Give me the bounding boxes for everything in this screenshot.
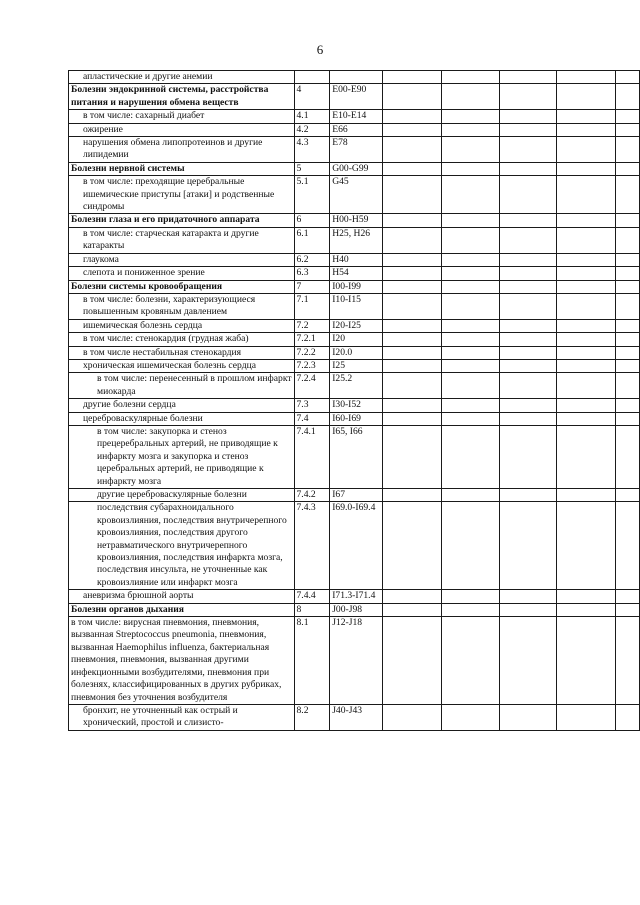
table-row bbox=[69, 280, 640, 293]
empty-value-cell bbox=[500, 227, 557, 253]
row-number-cell: 7 bbox=[294, 280, 330, 293]
table-row bbox=[69, 253, 640, 266]
disease-name-cell: глаукома bbox=[69, 253, 295, 266]
empty-value-cell bbox=[500, 253, 557, 266]
empty-value-cell bbox=[556, 176, 615, 214]
icd-code-cell: H54 bbox=[330, 267, 382, 280]
icd-code-cell: H00-H59 bbox=[330, 214, 382, 227]
table-row bbox=[69, 373, 640, 399]
icd-code-cell: I30-I52 bbox=[330, 399, 382, 412]
empty-value-cell bbox=[616, 412, 640, 425]
empty-value-cell bbox=[556, 373, 615, 399]
empty-value-cell bbox=[616, 603, 640, 616]
empty-value-cell bbox=[441, 137, 499, 163]
empty-value-cell bbox=[382, 110, 441, 123]
empty-value-cell bbox=[441, 502, 499, 590]
table-row bbox=[69, 137, 640, 163]
row-number-cell: 4.1 bbox=[294, 110, 330, 123]
table-row bbox=[69, 227, 640, 253]
row-number-cell: 7.2.1 bbox=[294, 333, 330, 346]
empty-value-cell bbox=[441, 425, 499, 488]
empty-value-cell bbox=[382, 293, 441, 319]
empty-value-cell bbox=[382, 84, 441, 110]
disease-name-cell: в том числе: стенокардия (грудная жаба) bbox=[69, 333, 295, 346]
table-row bbox=[69, 267, 640, 280]
empty-value-cell bbox=[382, 123, 441, 136]
icd-code-cell: E00-E90 bbox=[330, 84, 382, 110]
row-number-cell: 7.3 bbox=[294, 399, 330, 412]
empty-value-cell bbox=[616, 137, 640, 163]
disease-name-cell: нарушения обмена липопротеинов и другие липидемии bbox=[69, 137, 295, 163]
empty-value-cell bbox=[556, 214, 615, 227]
row-number-cell: 4.2 bbox=[294, 123, 330, 136]
empty-value-cell bbox=[441, 227, 499, 253]
disease-name-cell: слепота и пониженное зрение bbox=[69, 267, 295, 280]
row-number-cell: 7.4 bbox=[294, 412, 330, 425]
empty-value-cell bbox=[382, 214, 441, 227]
empty-value-cell bbox=[500, 123, 557, 136]
row-number-cell: 7.2.3 bbox=[294, 359, 330, 372]
icd-code-cell: E10-E14 bbox=[330, 110, 382, 123]
disease-name-cell: в том числе: болезни, характеризующиеся повышенным кровяным давлением bbox=[69, 293, 295, 319]
table-row bbox=[69, 704, 640, 730]
table-row bbox=[69, 502, 640, 590]
empty-value-cell bbox=[616, 84, 640, 110]
row-number-cell: 8.1 bbox=[294, 617, 330, 705]
table-row bbox=[69, 84, 640, 110]
icd-code-cell: I20 bbox=[330, 333, 382, 346]
empty-value-cell bbox=[616, 123, 640, 136]
icd-code-cell: I69.0-I69.4 bbox=[330, 502, 382, 590]
empty-value-cell bbox=[500, 110, 557, 123]
empty-value-cell bbox=[382, 489, 441, 502]
empty-value-cell bbox=[616, 489, 640, 502]
empty-value-cell bbox=[616, 333, 640, 346]
empty-value-cell bbox=[500, 176, 557, 214]
empty-value-cell bbox=[441, 346, 499, 359]
empty-value-cell bbox=[616, 502, 640, 590]
icd-code-cell bbox=[330, 71, 382, 84]
empty-value-cell bbox=[441, 123, 499, 136]
disease-name-cell: в том числе: преходящие церебральные ишемические приступы [атаки] и родственные синдромы bbox=[69, 176, 295, 214]
empty-value-cell bbox=[382, 267, 441, 280]
empty-value-cell bbox=[616, 253, 640, 266]
row-number-cell: 7.4.3 bbox=[294, 502, 330, 590]
icd-code-cell: I00-I99 bbox=[330, 280, 382, 293]
empty-value-cell bbox=[441, 71, 499, 84]
table-row bbox=[69, 333, 640, 346]
disease-name-cell: в том числе: сахарный диабет bbox=[69, 110, 295, 123]
icd-code-cell: E78 bbox=[330, 137, 382, 163]
table-row bbox=[69, 359, 640, 372]
empty-value-cell bbox=[500, 603, 557, 616]
empty-value-cell bbox=[616, 346, 640, 359]
empty-value-cell bbox=[556, 71, 615, 84]
icd-code-cell: J00-J98 bbox=[330, 603, 382, 616]
icd-code-cell: I20.0 bbox=[330, 346, 382, 359]
empty-value-cell bbox=[616, 267, 640, 280]
empty-value-cell bbox=[382, 704, 441, 730]
empty-value-cell bbox=[382, 425, 441, 488]
disease-name-cell: Болезни эндокринной системы, расстройства питания и нарушения обмена веществ bbox=[69, 84, 295, 110]
disease-name-cell: ожирение bbox=[69, 123, 295, 136]
empty-value-cell bbox=[441, 704, 499, 730]
row-number-cell: 5.1 bbox=[294, 176, 330, 214]
disease-name-cell: другие болезни сердца bbox=[69, 399, 295, 412]
disease-name-cell: бронхит, не уточненный как острый и хронический, простой и слизисто- bbox=[69, 704, 295, 730]
empty-value-cell bbox=[500, 617, 557, 705]
empty-value-cell bbox=[556, 502, 615, 590]
empty-value-cell bbox=[441, 176, 499, 214]
icd-code-cell: I65, I66 bbox=[330, 425, 382, 488]
empty-value-cell bbox=[616, 214, 640, 227]
empty-value-cell bbox=[382, 319, 441, 332]
row-number-cell: 7.2.4 bbox=[294, 373, 330, 399]
empty-value-cell bbox=[500, 399, 557, 412]
empty-value-cell bbox=[556, 489, 615, 502]
row-number-cell: 7.2 bbox=[294, 319, 330, 332]
icd-code-cell: I25 bbox=[330, 359, 382, 372]
empty-value-cell bbox=[500, 333, 557, 346]
empty-value-cell bbox=[441, 489, 499, 502]
row-number-cell: 8 bbox=[294, 603, 330, 616]
empty-value-cell bbox=[616, 110, 640, 123]
empty-value-cell bbox=[382, 227, 441, 253]
empty-value-cell bbox=[556, 267, 615, 280]
disease-name-cell: аневризма брюшной аорты bbox=[69, 590, 295, 603]
empty-value-cell bbox=[500, 412, 557, 425]
row-number-cell: 7.1 bbox=[294, 293, 330, 319]
empty-value-cell bbox=[441, 293, 499, 319]
disease-table-body bbox=[69, 71, 640, 731]
empty-value-cell bbox=[500, 214, 557, 227]
empty-value-cell bbox=[556, 319, 615, 332]
empty-value-cell bbox=[441, 214, 499, 227]
empty-value-cell bbox=[556, 346, 615, 359]
disease-name-cell: в том числе: закупорка и стеноз прецеребральных артерий, не приводящие к инфаркту мозга и закупорка и стеноз церебральных артерий, не приводящие к инфаркту мозга bbox=[69, 425, 295, 488]
row-number-cell: 6 bbox=[294, 214, 330, 227]
row-number-cell: 7.4.4 bbox=[294, 590, 330, 603]
empty-value-cell bbox=[382, 162, 441, 175]
empty-value-cell bbox=[500, 280, 557, 293]
empty-value-cell bbox=[616, 319, 640, 332]
empty-value-cell bbox=[616, 704, 640, 730]
disease-name-cell: Болезни органов дыхания bbox=[69, 603, 295, 616]
empty-value-cell bbox=[500, 71, 557, 84]
empty-value-cell bbox=[441, 603, 499, 616]
empty-value-cell bbox=[382, 590, 441, 603]
row-number-cell: 6.2 bbox=[294, 253, 330, 266]
empty-value-cell bbox=[616, 71, 640, 84]
empty-value-cell bbox=[616, 227, 640, 253]
empty-value-cell bbox=[441, 280, 499, 293]
empty-value-cell bbox=[500, 84, 557, 110]
icd-code-cell: G00-G99 bbox=[330, 162, 382, 175]
icd-code-cell: I71.3-I71.4 bbox=[330, 590, 382, 603]
empty-value-cell bbox=[500, 346, 557, 359]
table-row bbox=[69, 590, 640, 603]
empty-value-cell bbox=[441, 412, 499, 425]
empty-value-cell bbox=[500, 267, 557, 280]
empty-value-cell bbox=[382, 603, 441, 616]
icd-code-cell: I60-I69 bbox=[330, 412, 382, 425]
empty-value-cell bbox=[382, 359, 441, 372]
table-row bbox=[69, 319, 640, 332]
empty-value-cell bbox=[556, 704, 615, 730]
empty-value-cell bbox=[556, 137, 615, 163]
empty-value-cell bbox=[441, 319, 499, 332]
icd-code-cell: I20-I25 bbox=[330, 319, 382, 332]
table-row bbox=[69, 110, 640, 123]
icd-code-cell: E66 bbox=[330, 123, 382, 136]
empty-value-cell bbox=[556, 399, 615, 412]
empty-value-cell bbox=[441, 253, 499, 266]
disease-name-cell: Болезни глаза и его придаточного аппарата bbox=[69, 214, 295, 227]
empty-value-cell bbox=[382, 373, 441, 399]
empty-value-cell bbox=[382, 617, 441, 705]
empty-value-cell bbox=[382, 280, 441, 293]
row-number-cell: 6.1 bbox=[294, 227, 330, 253]
empty-value-cell bbox=[556, 590, 615, 603]
empty-value-cell bbox=[616, 359, 640, 372]
row-number-cell: 7.4.2 bbox=[294, 489, 330, 502]
icd-code-cell: I67 bbox=[330, 489, 382, 502]
empty-value-cell bbox=[556, 412, 615, 425]
empty-value-cell bbox=[500, 502, 557, 590]
empty-value-cell bbox=[616, 399, 640, 412]
empty-value-cell bbox=[616, 293, 640, 319]
disease-table bbox=[68, 70, 640, 731]
icd-code-cell: J12-J18 bbox=[330, 617, 382, 705]
table-row bbox=[69, 412, 640, 425]
table-row bbox=[69, 176, 640, 214]
empty-value-cell bbox=[556, 617, 615, 705]
disease-name-cell: в том числе: перенесенный в прошлом инфаркт миокарда bbox=[69, 373, 295, 399]
row-number-cell bbox=[294, 71, 330, 84]
empty-value-cell bbox=[556, 293, 615, 319]
row-number-cell: 4 bbox=[294, 84, 330, 110]
empty-value-cell bbox=[556, 227, 615, 253]
empty-value-cell bbox=[556, 123, 615, 136]
empty-value-cell bbox=[500, 425, 557, 488]
icd-code-cell: H40 bbox=[330, 253, 382, 266]
disease-name-cell: Болезни системы кровообращения bbox=[69, 280, 295, 293]
disease-name-cell: в том числе нестабильная стенокардия bbox=[69, 346, 295, 359]
empty-value-cell bbox=[500, 293, 557, 319]
disease-name-cell: ишемическая болезнь сердца bbox=[69, 319, 295, 332]
disease-name-cell: Болезни нервной системы bbox=[69, 162, 295, 175]
empty-value-cell bbox=[441, 359, 499, 372]
table-row bbox=[69, 162, 640, 175]
empty-value-cell bbox=[382, 137, 441, 163]
empty-value-cell bbox=[382, 176, 441, 214]
table-row bbox=[69, 214, 640, 227]
empty-value-cell bbox=[616, 373, 640, 399]
table-row bbox=[69, 603, 640, 616]
table-row bbox=[69, 399, 640, 412]
empty-value-cell bbox=[441, 110, 499, 123]
empty-value-cell bbox=[556, 162, 615, 175]
table-row bbox=[69, 346, 640, 359]
empty-value-cell bbox=[616, 425, 640, 488]
icd-code-cell: I25.2 bbox=[330, 373, 382, 399]
empty-value-cell bbox=[616, 280, 640, 293]
disease-name-cell: другие цереброваскулярные болезни bbox=[69, 489, 295, 502]
empty-value-cell bbox=[441, 590, 499, 603]
row-number-cell: 7.4.1 bbox=[294, 425, 330, 488]
empty-value-cell bbox=[556, 603, 615, 616]
disease-name-cell: хроническая ишемическая болезнь сердца bbox=[69, 359, 295, 372]
table-row bbox=[69, 617, 640, 705]
empty-value-cell bbox=[500, 359, 557, 372]
empty-value-cell bbox=[500, 137, 557, 163]
row-number-cell: 5 bbox=[294, 162, 330, 175]
disease-name-cell: апластические и другие анемии bbox=[69, 71, 295, 84]
empty-value-cell bbox=[441, 162, 499, 175]
empty-value-cell bbox=[616, 590, 640, 603]
empty-value-cell bbox=[556, 333, 615, 346]
empty-value-cell bbox=[556, 84, 615, 110]
empty-value-cell bbox=[441, 399, 499, 412]
icd-code-cell: I10-I15 bbox=[330, 293, 382, 319]
empty-value-cell bbox=[616, 162, 640, 175]
empty-value-cell bbox=[441, 373, 499, 399]
row-number-cell: 7.2.2 bbox=[294, 346, 330, 359]
empty-value-cell bbox=[500, 373, 557, 399]
empty-value-cell bbox=[500, 489, 557, 502]
table-row bbox=[69, 293, 640, 319]
icd-code-cell: G45 bbox=[330, 176, 382, 214]
empty-value-cell bbox=[556, 425, 615, 488]
icd-code-cell: H25, H26 bbox=[330, 227, 382, 253]
page-number: 6 bbox=[316, 42, 324, 57]
table-row bbox=[69, 123, 640, 136]
disease-name-cell: цереброваскулярные болезни bbox=[69, 412, 295, 425]
empty-value-cell bbox=[382, 71, 441, 84]
disease-name-cell: последствия субарахноидального кровоизлияния, последствия внутричерепного кровоизлияния, последствия другого нетравматического внутричерепного кровоизлияния, последствия инфаркта мозга, последствия инсульта, не уточненные как кровоизлияние или инфаркт мозга bbox=[69, 502, 295, 590]
empty-value-cell bbox=[382, 333, 441, 346]
empty-value-cell bbox=[616, 176, 640, 214]
empty-value-cell bbox=[500, 319, 557, 332]
row-number-cell: 6.3 bbox=[294, 267, 330, 280]
empty-value-cell bbox=[382, 502, 441, 590]
empty-value-cell bbox=[556, 280, 615, 293]
table-row bbox=[69, 489, 640, 502]
empty-value-cell bbox=[441, 617, 499, 705]
empty-value-cell bbox=[556, 359, 615, 372]
empty-value-cell bbox=[382, 253, 441, 266]
empty-value-cell bbox=[382, 399, 441, 412]
empty-value-cell bbox=[556, 110, 615, 123]
table-row bbox=[69, 425, 640, 488]
disease-name-cell: в том числе: старческая катаракта и другие катаракты bbox=[69, 227, 295, 253]
row-number-cell: 4.3 bbox=[294, 137, 330, 163]
empty-value-cell bbox=[556, 253, 615, 266]
empty-value-cell bbox=[500, 590, 557, 603]
empty-value-cell bbox=[441, 333, 499, 346]
row-number-cell: 8.2 bbox=[294, 704, 330, 730]
table-row bbox=[69, 71, 640, 84]
empty-value-cell bbox=[500, 162, 557, 175]
empty-value-cell bbox=[441, 84, 499, 110]
empty-value-cell bbox=[382, 346, 441, 359]
empty-value-cell bbox=[441, 267, 499, 280]
empty-value-cell bbox=[500, 704, 557, 730]
disease-name-cell: в том числе: вирусная пневмония, пневмония, вызванная Streptococcus pneumonia, пневмония, вызванная Haemophilus influenza, бактериальная пневмония, пневмония, вызванная другими инфекционными возбудителями, пневмония при болезнях, классифицированных в других рубриках, пневмония без уточнения возбудителя bbox=[69, 617, 295, 705]
empty-value-cell bbox=[616, 617, 640, 705]
icd-code-cell: J40-J43 bbox=[330, 704, 382, 730]
empty-value-cell bbox=[382, 412, 441, 425]
